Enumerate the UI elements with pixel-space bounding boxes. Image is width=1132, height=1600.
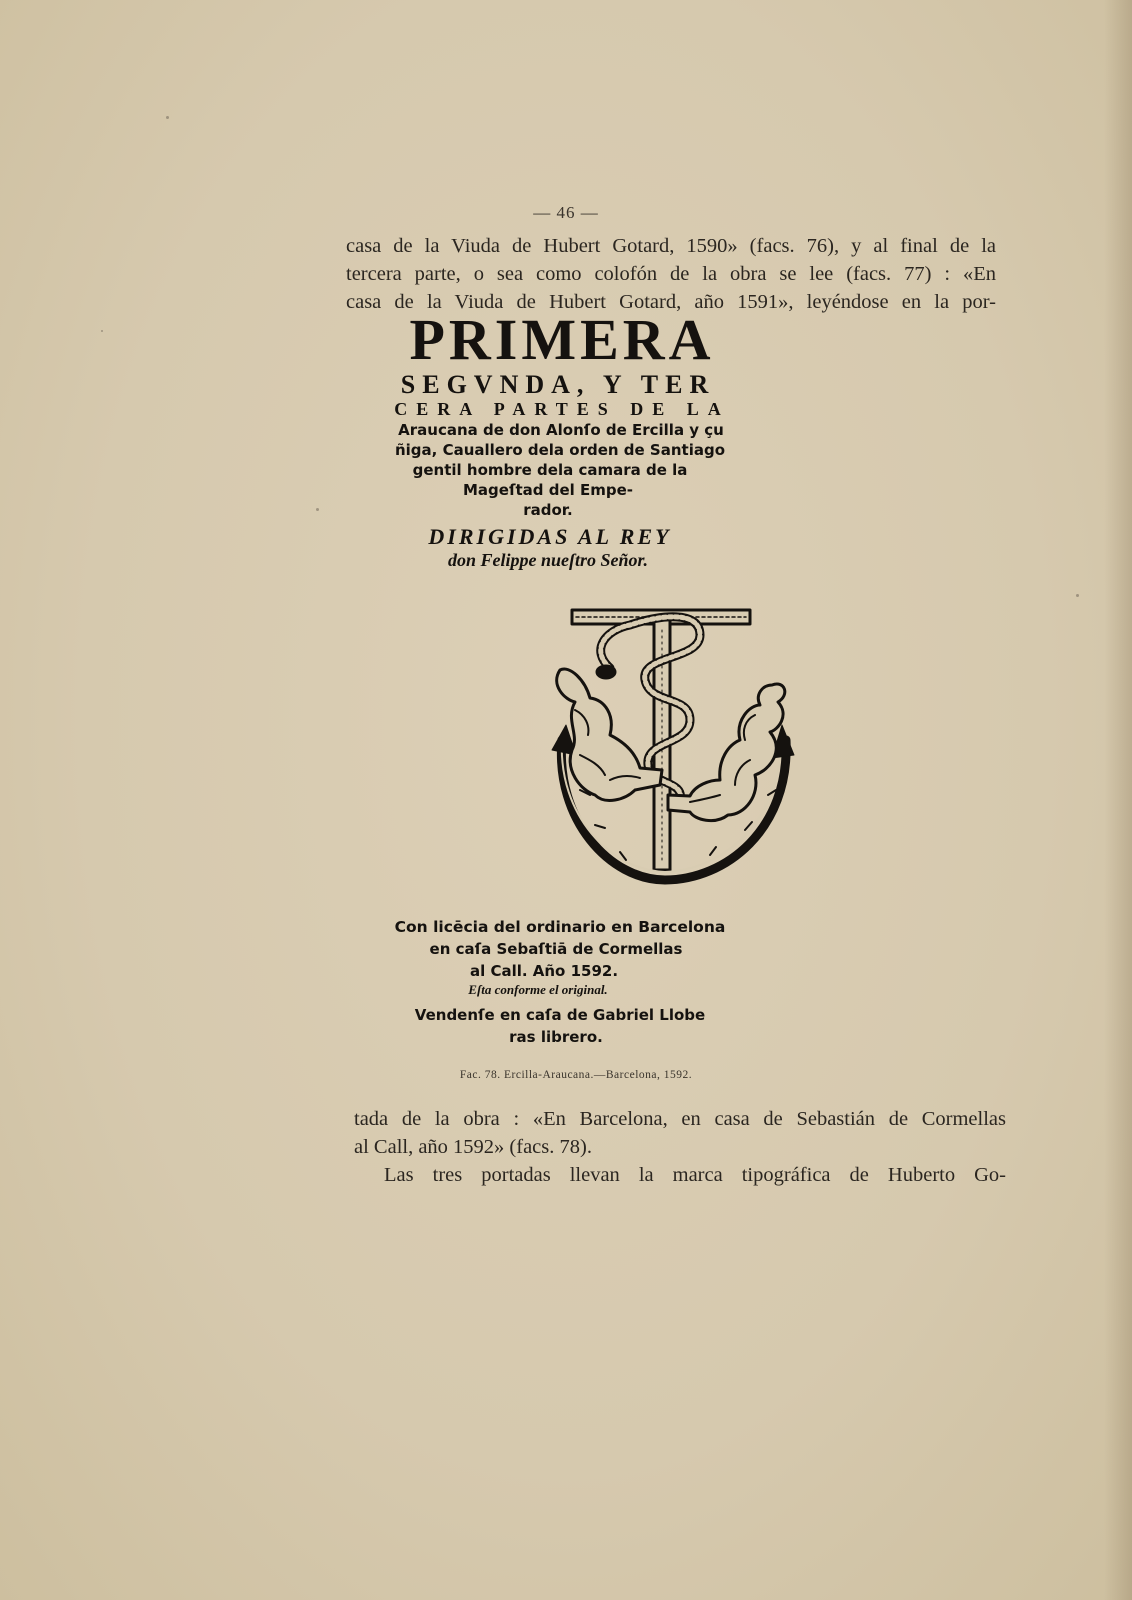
text-line: tada de la obra : «En Barcelona, en casa de Sebastián de Cormellas (354, 1108, 1006, 1130)
facsimile-dedication: DIRIGIDAS AL REY (428, 524, 672, 549)
paper-speck (166, 116, 169, 119)
page-edge-shadow (1104, 0, 1132, 1600)
text-line: casa de la Viuda de Hubert Gotard, 1590» (facs. 76), y al final de la (346, 235, 996, 257)
facsimile-line: Araucana de don Alonſo de Ercilla y çu (398, 421, 724, 439)
paragraph-top (346, 232, 996, 316)
paragraph-bottom (354, 1105, 1006, 1189)
page-number: — 46 — (533, 203, 599, 222)
facsimile-imprint: ras librero. (509, 1028, 603, 1046)
text-line: al Call, año 1592» (facs. 78). (354, 1136, 592, 1158)
facsimile-imprint: Con licēcia del ordinario en Barcelona (394, 918, 726, 936)
figure-caption: Fac. 78. Ercilla-Araucana.—Barcelona, 1592. (459, 1069, 693, 1081)
facsimile-line: Mageſtad del Empe- (462, 481, 634, 499)
facsimile-title: PRIMERA (409, 307, 715, 372)
facsimile-imprint: Vendenſe en caſa de Gabriel Llobe (414, 1006, 706, 1024)
facsimile-line: gentil hombre dela camara de la (412, 461, 688, 479)
facsimile-line: rador. (523, 501, 573, 519)
facsimile-imprint: al Call. Año 1592. (469, 962, 619, 980)
facsimile-imprint: en caſa Sebaſtiā de Cormellas (429, 940, 683, 958)
anchor-serpent-hands-icon (550, 590, 800, 900)
text-line: casa de la Viuda de Hubert Gotard, año 1591», leyéndose en la por- (346, 291, 996, 313)
text-line: Las tres portadas llevan la marca tipográfica de Huberto Go- (384, 1164, 1006, 1186)
facsimile-line: ñiga, Cauallero dela orden de Santiago (394, 441, 726, 459)
facsimile-dedication: don Felippe nueſtro Señor. (447, 550, 649, 570)
text-line: tercera parte, o sea como colofón de la obra se lee (facs. 77) : «En (346, 263, 996, 285)
facsimile-subtitle: CERA PARTES DE LA (394, 399, 730, 419)
paper-speck (1076, 594, 1079, 597)
facsimile-imprint: Eſta conforme el original. (468, 982, 608, 997)
facsimile-subtitle: SEGVNDA, Y TER (400, 370, 716, 399)
